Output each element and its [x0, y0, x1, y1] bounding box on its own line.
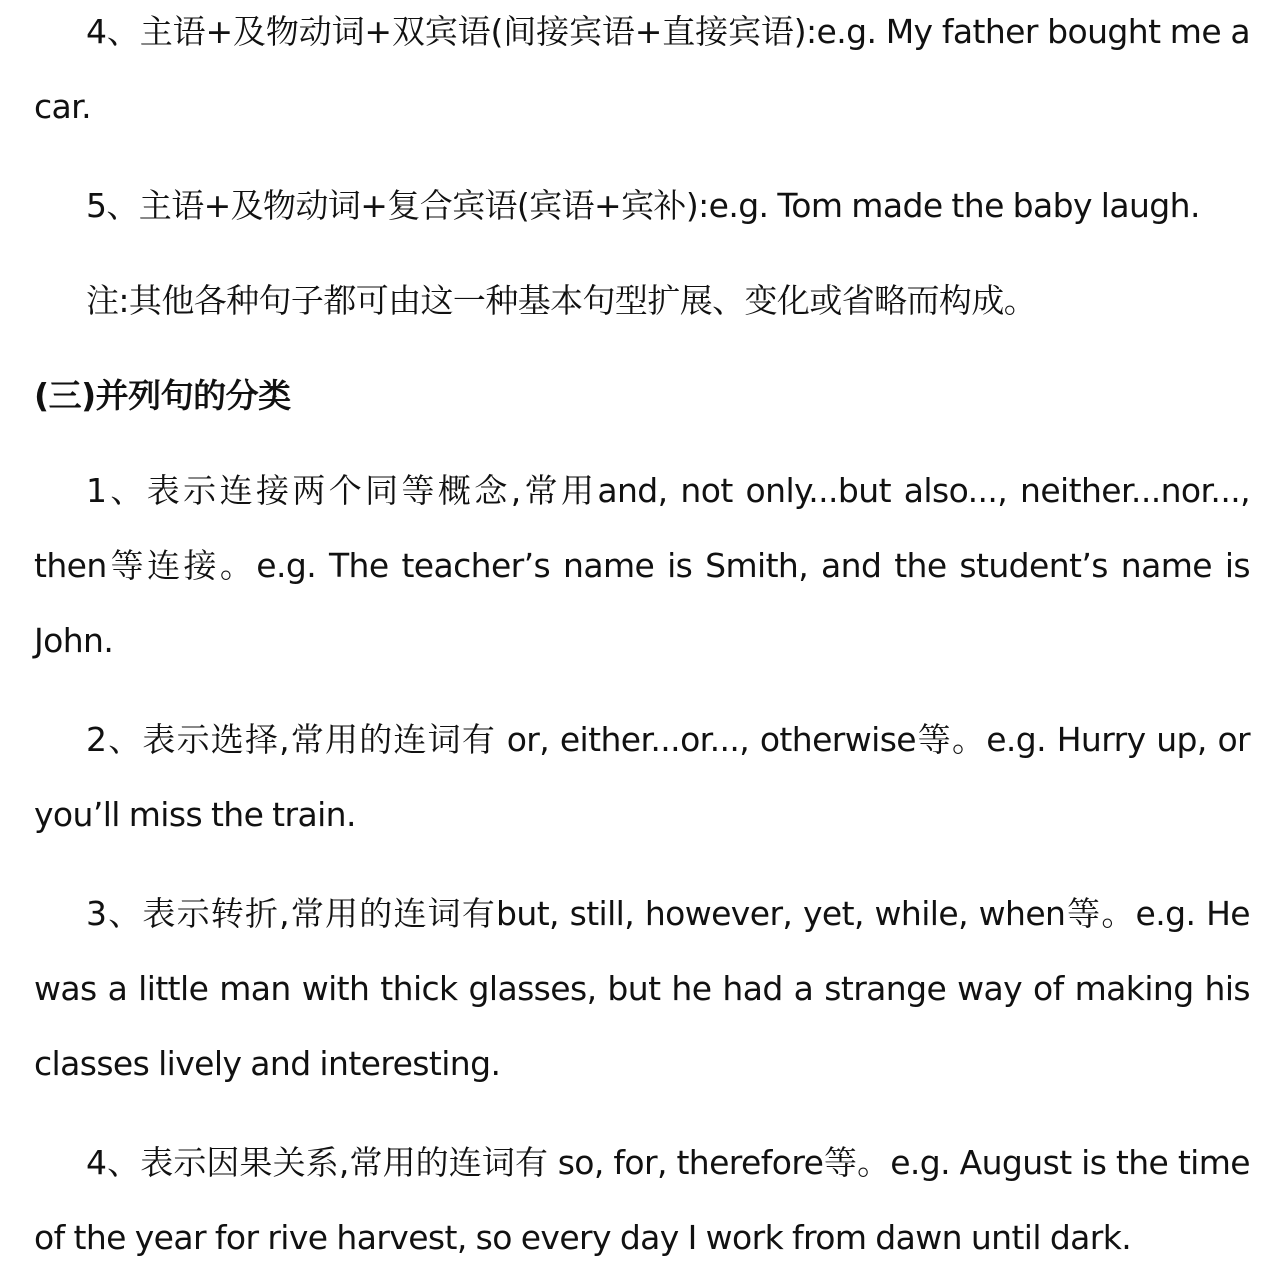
list-item-3: 3、表示转折,常用的连词有but, still, however, yet, while, when等。e.g. He was a little man with thick glasses, but he had a strange way of making his classes lively and interesting.: [34, 894, 1250, 1083]
paragraph-pattern-4: 4、主语+及物动词+双宾语(间接宾语+直接宾语):e.g. My father bought me a car.: [34, 12, 1250, 126]
list-item-2: 2、表示选择,常用的连词有 or, either...or..., otherwise等。e.g. Hurry up, or you’ll miss the train.: [34, 720, 1250, 834]
paragraph-pattern-5: 5、主语+及物动词+复合宾语(宾语+宾补):e.g. Tom made the baby laugh.: [86, 186, 1200, 225]
section-heading: (三)并列句的分类: [34, 376, 291, 415]
list-item-4: 4、表示因果关系,常用的连词有 so, for, therefore等。e.g. August is the time of the year for rive harvest, so every day I work from dawn until dark.: [34, 1143, 1250, 1257]
list-item-1: 1、表示连接两个同等概念,常用and, not only...but also..., neither...nor..., then等连接。e.g. The teacher’s name is Smith, and the student’s name is John.: [34, 471, 1250, 660]
paragraph-note: 注:其他各种句子都可由这一种基本句型扩展、变化或省略而构成。: [86, 281, 1037, 320]
